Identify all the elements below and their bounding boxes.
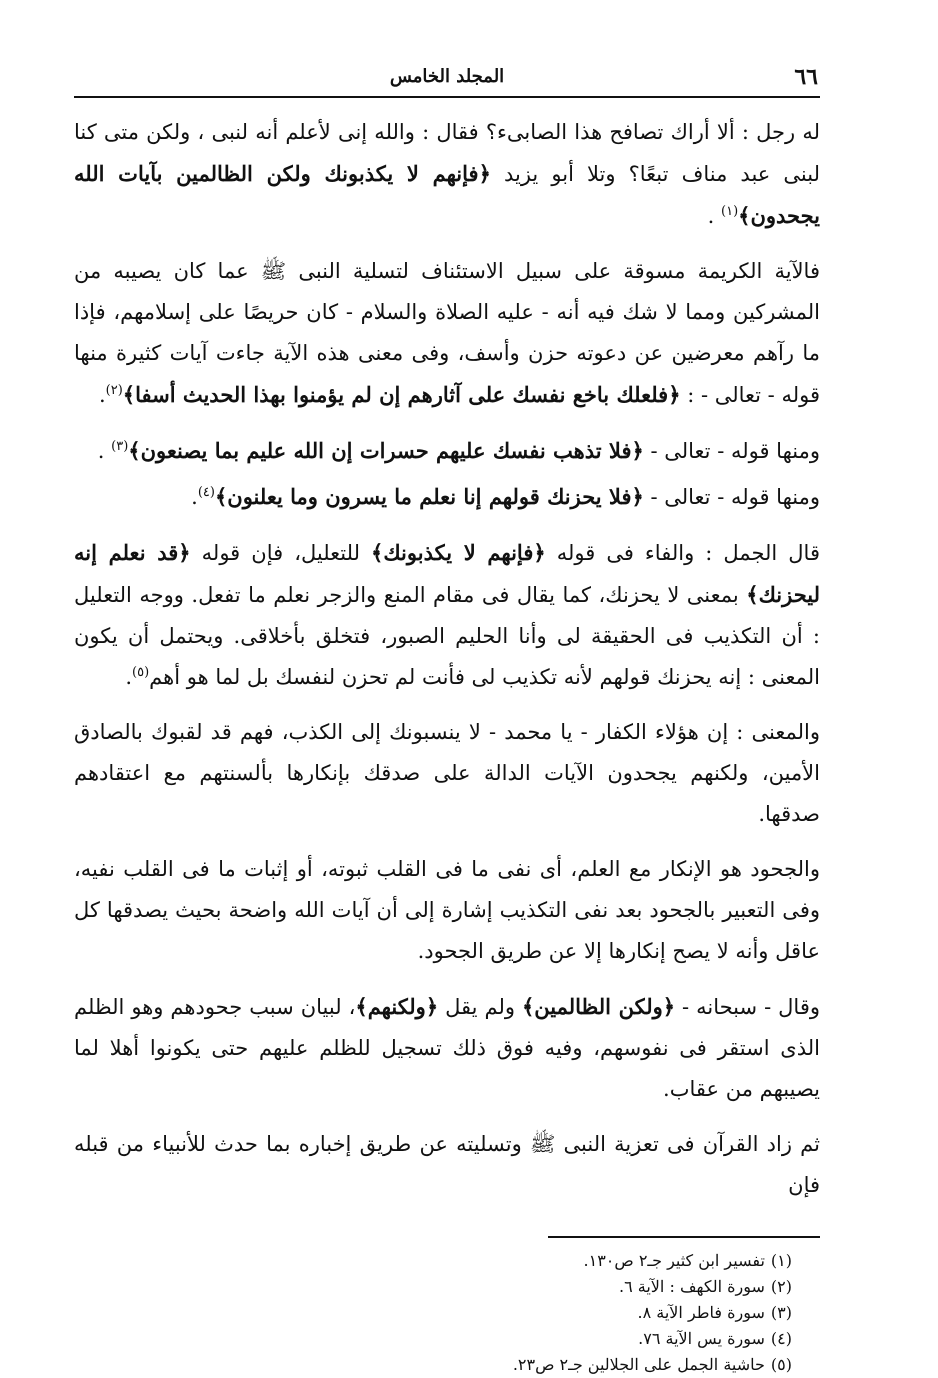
paragraph-p5 [74, 532, 820, 698]
volume-title: المجلد الخامس [389, 66, 505, 87]
text-run: . [125, 665, 133, 689]
text-run: ومنها قوله - تعالى - [643, 485, 820, 509]
footnote-item [74, 1300, 792, 1326]
quran-quote: ﴿ولكن الظالمين﴾ [521, 994, 676, 1019]
paragraph-p6 [74, 712, 820, 835]
text-run: والمعنى : إن هؤلاء الكفار - يا محمد - لا ينسبونك إلى الكذب، فهم قد لقبوك بالصادق الأمين، ولكنهم يجحدون الآيات الدالة على صدقك بإنكارها بألسنتهم مع اعتقادهم صدقها. [74, 720, 820, 826]
text-run: بمعنى لا يحزنك، كما يقال فى مقام المنع والزجر نعلم ما تفعل. ووجه التعليل : أن التكذيب فى الحقيقة لى وأنا الحليم الصبور، فتخلق بأخلاقى. ويحتمل أن يكون المعنى : إنه يحزنك قولهم لأنه تكذيب لى فأنت لم تحزن لنفسك بل لما هو أهم [74, 583, 820, 689]
footnote-number: (٤) [770, 1329, 792, 1348]
paragraph-p1 [74, 112, 820, 237]
text-run: . [191, 485, 198, 509]
text-run: . [707, 204, 721, 228]
footnote-text: سورة الكهف : الآية ٦. [619, 1277, 765, 1296]
quran-quote: ﴿فإنهم لا يكذبونك﴾ [371, 540, 546, 565]
body-text [74, 112, 820, 1206]
footnote-item [74, 1274, 792, 1300]
footnote-reference: (٥) [132, 665, 150, 680]
footnote-number: (٣) [770, 1303, 792, 1322]
text-run: وقال - سبحانه - [675, 995, 821, 1019]
quran-quote: ﴿فلا يحزنك قولهم إنا نعلم ما يسرون وما يعلنون﴾ [214, 484, 644, 509]
running-header [74, 60, 820, 98]
footnote-separator [548, 1236, 820, 1238]
footnote-item [74, 1248, 792, 1274]
text-run: ، لبيان سبب جحودهم وهو الظلم الذى استقر فى نفوسهم، وفيه فوق ذلك تسجيل للظلم عليهم حتى يكونوا أهلا لما يصيبهم من عقاب. [74, 995, 820, 1101]
footnote-text: حاشية الجمل على الجلالين جـ٢ ص٢٣. [512, 1355, 765, 1374]
footnote-reference: (٣) [111, 439, 129, 454]
paragraph-p2 [74, 251, 820, 416]
text-run: فالآية الكريمة مسوقة على سبيل الاستئناف لتسلية النبى ﷺ عما كان يصيبه من المشركين ومما لا شك فيه أنه - عليه الصلاة والسلام - كان حريصًا على إسلامهم، فإذا ما رآهم معرضين عن دعوته حزن وأسف، وفى معنى هذه الآية جاءت آيات كثيرة منها قوله - تعالى - : [74, 259, 820, 407]
paragraph-p4 [74, 476, 820, 518]
footnote-item [74, 1326, 792, 1352]
text-run: . [98, 383, 106, 407]
text-run: قال الجمل : والفاء فى قوله [545, 541, 820, 565]
paragraph-p8 [74, 986, 820, 1110]
text-run: . [97, 439, 112, 463]
page-number: ٦٦ [794, 64, 818, 90]
paragraph-p3 [74, 430, 820, 472]
book-page [74, 60, 820, 1378]
text-run: ومنها قوله - تعالى - [643, 439, 820, 463]
footnote-number: (٥) [770, 1355, 792, 1374]
paragraph-p7 [74, 849, 820, 972]
quran-quote: ﴿ولكنهم﴾ [355, 994, 439, 1019]
footnote-number: (١) [770, 1251, 792, 1270]
footnote-reference: (٤) [197, 485, 215, 500]
text-run: ولم يقل [438, 995, 522, 1019]
text-run: ثم زاد القرآن فى تعزية النبى ﷺ وتسليته عن طريق إخباره بما حدث للأنبياء من قبله فإن [74, 1132, 820, 1197]
text-run: له رجل : ألا أراك تصافح هذا الصابىء؟ فقال : والله إنى لأعلم أنه لنبى ، ولكن متى كنا لبنى عبد مناف تبعًا؟ وتلا أبو يزيد [74, 120, 820, 186]
text-run: للتعليل، فإن قوله [190, 541, 372, 565]
footnote-item [74, 1352, 792, 1378]
footnote-text: سورة يس الآية ٧٦. [638, 1329, 765, 1348]
footnote-number: (٢) [770, 1277, 792, 1296]
footnote-text: تفسير ابن كثير جـ٢ ص١٣٠. [583, 1251, 765, 1270]
footnote-reference: (١) [721, 204, 739, 219]
quran-quote: ﴿قد نعلم إنه ليحزنك﴾ [74, 540, 820, 607]
quran-quote: ﴿فإنهم لا يكذبونك ولكن الظالمين بآيات الله يجحدون﴾ [74, 161, 820, 228]
quran-quote: ﴿فلعلك باخع نفسك على آثارهم إن لم يؤمنوا بهذا الحديث أسفا﴾ [122, 382, 681, 407]
paragraph-p9 [74, 1124, 820, 1206]
footnotes-list [74, 1248, 820, 1378]
footnote-reference: (٢) [105, 383, 123, 398]
footnote-text: سورة فاطر الآية ٨. [637, 1303, 765, 1322]
text-run: والجحود هو الإنكار مع العلم، أى نفى ما فى القلب ثبوته، أو إثبات ما فى القلب نفيه، وفى التعبير بالجحود بعد نفى التكذيب إشارة إلى أن آيات الله واضحة بحيث يصدقها كل عاقل وأنه لا يصح إنكارها إلا عن طريق الجحود. [74, 857, 820, 963]
quran-quote: ﴿فلا تذهب نفسك عليهم حسرات إن الله عليم بما يصنعون﴾ [128, 438, 644, 463]
